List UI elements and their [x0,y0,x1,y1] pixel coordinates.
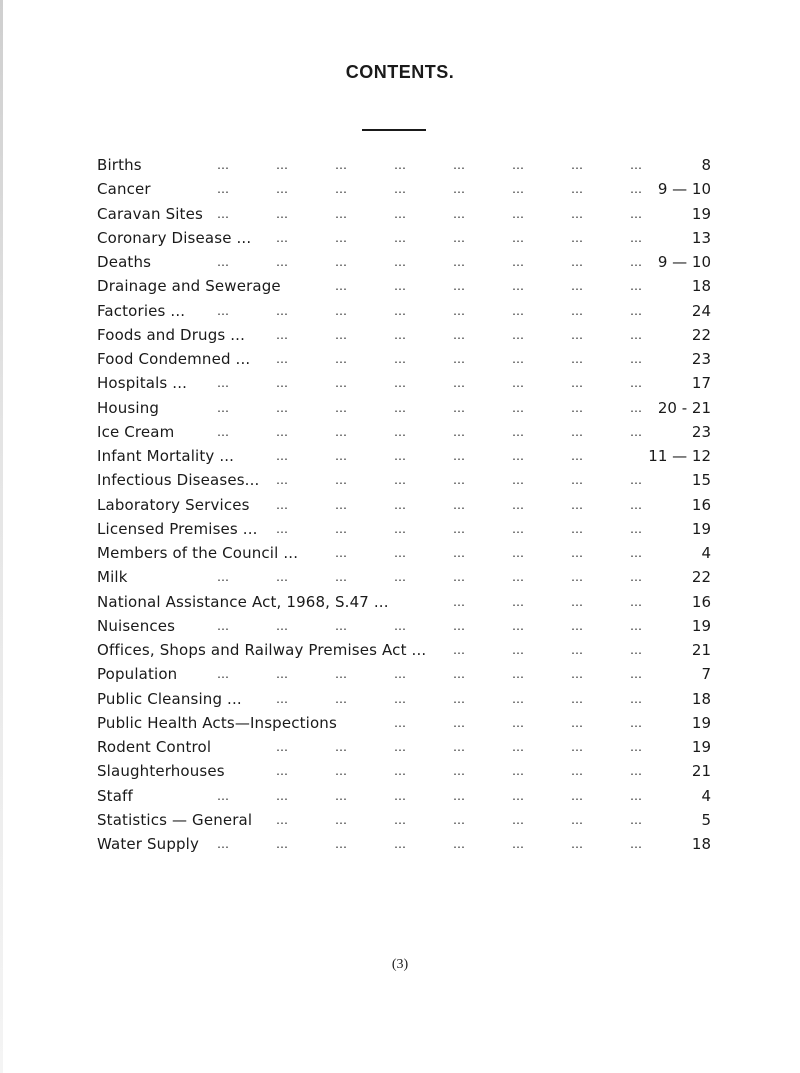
leader-dots: … [512,643,524,657]
entry-label: Coronary Disease ... [97,228,252,247]
entry-label: Deaths [97,253,152,271]
leader-dots: … [394,667,406,682]
entry-page-number: 19 [691,616,711,635]
entry-label: Nuisences [97,616,176,635]
contents-entry [97,470,711,494]
contents-entry [97,761,711,785]
leader-dots: … [453,303,465,318]
leader-dots: … [394,812,406,827]
leader-dots: … [512,158,524,172]
entry-label: Public Health Acts—Inspections [97,713,337,732]
entry-label: Population [97,665,178,684]
leader-dots: … [394,715,406,730]
leader-dots: … [276,667,288,682]
leader-dots: … [276,570,288,585]
entry-label: Laboratory Services [97,495,250,514]
leader-dots: … [335,424,347,439]
contents-entry [97,422,711,446]
leader-dots: … [335,740,347,754]
leader-dots: … [335,230,347,245]
entry-label: National Assistance Act, 1968, S.47 ... [97,592,389,611]
leader-dots: … [453,618,465,633]
leader-dots: … [335,618,347,633]
leader-dots: … [630,546,642,560]
page-number: (3) [391,957,409,972]
leader-dots: … [276,255,288,269]
leader-dots: … [630,206,642,221]
leader-dots: … [453,473,465,488]
leader-dots: … [453,546,465,560]
entry-page-number: 5 [701,810,711,829]
leader-dots: … [453,788,465,803]
contents-entry [97,737,711,761]
leader-dots: … [217,667,229,682]
leader-dots: … [394,279,406,294]
leader-dots: … [335,279,347,294]
leader-dots: … [276,230,288,245]
leader-dots: … [276,812,288,827]
leader-dots: … [453,691,465,706]
leader-dots: … [453,643,465,657]
leader-dots: … [217,182,229,197]
leader-dots: … [217,570,229,585]
entry-label: Rodent Control [97,738,212,756]
leader-dots: … [630,812,642,827]
leader-dots: … [394,740,406,754]
leader-dots: … [630,521,642,536]
entry-page-number: 18 [691,835,711,853]
leader-dots: … [571,570,583,585]
leader-dots: … [512,376,524,391]
page-edge-line [0,0,3,1073]
contents-entry [97,810,711,834]
entry-page-number: 9 — 10 [657,253,711,271]
entry-page-number: 21 [691,762,711,781]
leader-dots: … [571,837,583,851]
entry-page-number: 19 [691,713,711,732]
leader-dots: … [276,376,288,391]
leader-dots: … [335,473,347,488]
leader-dots: … [630,303,642,318]
entry-page-number: 17 [691,374,711,393]
entry-label: Births [97,156,142,174]
leader-dots: … [630,352,642,366]
entry-label: Milk [97,568,128,587]
leader-dots: … [630,497,642,512]
contents-entry [97,834,711,858]
leader-dots: … [512,424,524,439]
contents-entry [97,495,711,519]
leader-dots: … [394,837,406,851]
leader-dots: … [571,230,583,245]
leader-dots: … [571,449,583,463]
leader-dots: … [453,182,465,197]
entry-label: Infant Mortality ... [97,447,235,465]
leader-dots: … [394,327,406,342]
leader-dots: … [630,837,642,851]
leader-dots: … [630,570,642,585]
entry-label: Ice Cream [97,422,175,441]
leader-dots: … [630,740,642,754]
leader-dots: … [394,618,406,633]
entry-page-number: 19 [691,738,711,756]
leader-dots: … [571,255,583,269]
leader-dots: … [276,497,288,512]
leader-dots: … [512,400,524,415]
leader-dots: … [276,303,288,318]
entry-page-number: 22 [691,325,711,344]
leader-dots: … [571,667,583,682]
page-title: CONTENTS. [345,62,455,82]
leader-dots: … [630,182,642,197]
contents-list [97,155,711,858]
entry-page-number: 16 [691,495,711,514]
leader-dots: … [394,400,406,415]
leader-dots: … [335,764,347,779]
leader-dots: … [571,473,583,488]
leader-dots: … [394,449,406,463]
leader-dots: … [512,449,524,463]
leader-dots: … [512,303,524,318]
leader-dots: … [217,158,229,172]
leader-dots: … [394,424,406,439]
contents-entry [97,398,711,422]
entry-page-number: 18 [691,277,711,296]
entry-page-number: 23 [691,422,711,441]
leader-dots: … [394,521,406,536]
leader-dots: … [276,764,288,779]
contents-entry [97,252,711,276]
leader-dots: … [571,424,583,439]
leader-dots: … [394,158,406,172]
leader-dots: … [394,230,406,245]
leader-dots: … [630,667,642,682]
leader-dots: … [453,158,465,172]
leader-dots: … [335,667,347,682]
leader-dots: … [453,667,465,682]
entry-label: Offices, Shops and Railway Premises Act ... [97,641,427,659]
leader-dots: … [276,424,288,439]
leader-dots: … [394,182,406,197]
leader-dots: … [217,788,229,803]
entry-label: Members of the Council ... [97,544,299,562]
leader-dots: … [335,158,347,172]
leader-dots: … [571,715,583,730]
leader-dots: … [394,764,406,779]
leader-dots: … [335,546,347,560]
entry-label: Hospitals ... [97,374,188,393]
entry-label: Slaughterhouses [97,762,225,781]
leader-dots: … [512,715,524,730]
leader-dots: … [512,691,524,706]
leader-dots: … [630,715,642,730]
leader-dots: … [276,837,288,851]
entry-page-number: 22 [691,568,711,587]
leader-dots: … [394,570,406,585]
leader-dots: … [453,449,465,463]
leader-dots: … [335,182,347,197]
contents-entry [97,301,711,325]
leader-dots: … [512,594,524,609]
leader-dots: … [335,788,347,803]
leader-dots: … [630,255,642,269]
leader-dots: … [276,158,288,172]
leader-dots: … [335,376,347,391]
leader-dots: … [512,206,524,221]
leader-dots: … [335,449,347,463]
leader-dots: … [453,715,465,730]
leader-dots: … [571,764,583,779]
leader-dots: … [571,303,583,318]
leader-dots: … [571,643,583,657]
leader-dots: … [335,327,347,342]
contents-entry [97,713,711,737]
leader-dots: … [394,206,406,221]
leader-dots: … [217,618,229,633]
leader-dots: … [394,691,406,706]
contents-entry [97,519,711,543]
contents-entry [97,689,711,713]
leader-dots: … [335,521,347,536]
leader-dots: … [217,837,229,851]
leader-dots: … [453,255,465,269]
contents-entry [97,543,711,567]
leader-dots: … [276,473,288,488]
leader-dots: … [394,303,406,318]
leader-dots: … [571,618,583,633]
leader-dots: … [512,764,524,779]
entry-page-number: 7 [701,665,711,684]
title-underline [362,129,426,131]
contents-entry [97,664,711,688]
leader-dots: … [512,255,524,269]
leader-dots: … [394,546,406,560]
leader-dots: … [512,182,524,197]
leader-dots: … [217,424,229,439]
leader-dots: … [217,255,229,269]
leader-dots: … [571,546,583,560]
leader-dots: … [276,521,288,536]
leader-dots: … [276,691,288,706]
leader-dots: … [512,473,524,488]
leader-dots: … [217,400,229,415]
entry-page-number: 9 — 10 [657,180,711,199]
leader-dots: … [453,521,465,536]
leader-dots: … [630,643,642,657]
leader-dots: … [630,618,642,633]
leader-dots: … [335,812,347,827]
leader-dots: … [276,400,288,415]
leader-dots: … [453,327,465,342]
contents-entry [97,592,711,616]
leader-dots: … [453,424,465,439]
entry-label: Drainage and Sewerage [97,277,281,296]
entry-page-number: 23 [691,350,711,368]
contents-entry [97,204,711,228]
leader-dots: … [453,837,465,851]
leader-dots: … [512,618,524,633]
entry-page-number: 19 [691,204,711,223]
leader-dots: … [571,691,583,706]
entry-label: Licensed Premises ... [97,519,258,538]
leader-dots: … [335,255,347,269]
leader-dots: … [276,206,288,221]
entry-page-number: 15 [691,471,711,490]
leader-dots: … [335,570,347,585]
leader-dots: … [394,497,406,512]
leader-dots: … [453,352,465,366]
leader-dots: … [217,303,229,318]
leader-dots: … [571,497,583,512]
leader-dots: … [512,521,524,536]
entry-label: Factories ... [97,301,186,320]
entry-label: Caravan Sites [97,204,203,223]
entry-page-number: 24 [691,301,711,320]
leader-dots: … [276,449,288,463]
leader-dots: … [630,376,642,391]
entry-page-number: 21 [691,641,711,659]
leader-dots: … [335,303,347,318]
entry-page-number: 4 [701,786,711,805]
leader-dots: … [630,788,642,803]
leader-dots: … [571,352,583,366]
leader-dots: … [394,255,406,269]
leader-dots: … [630,594,642,609]
leader-dots: … [453,376,465,391]
leader-dots: … [335,352,347,366]
leader-dots: … [512,788,524,803]
leader-dots: … [394,473,406,488]
leader-dots: … [394,352,406,366]
leader-dots: … [512,812,524,827]
leader-dots: … [571,206,583,221]
contents-entry [97,640,711,664]
leader-dots: … [571,158,583,172]
leader-dots: … [512,497,524,512]
leader-dots: … [571,400,583,415]
leader-dots: … [453,279,465,294]
entry-page-number: 4 [701,544,711,562]
leader-dots: … [512,230,524,245]
leader-dots: … [335,837,347,851]
leader-dots: … [512,667,524,682]
entry-label: Water Supply [97,835,200,853]
leader-dots: … [571,279,583,294]
leader-dots: … [630,279,642,294]
entry-page-number: 19 [691,519,711,538]
leader-dots: … [276,740,288,754]
entry-label: Housing [97,398,160,417]
leader-dots: … [335,400,347,415]
leader-dots: … [453,206,465,221]
leader-dots: … [512,837,524,851]
leader-dots: … [276,327,288,342]
leader-dots: … [453,497,465,512]
leader-dots: … [571,182,583,197]
leader-dots: … [630,473,642,488]
leader-dots: … [453,230,465,245]
leader-dots: … [571,521,583,536]
leader-dots: … [571,788,583,803]
leader-dots: … [217,206,229,221]
entry-page-number: 18 [691,689,711,708]
leader-dots: … [571,327,583,342]
leader-dots: … [512,352,524,366]
entry-label: Public Cleansing ... [97,689,242,708]
leader-dots: … [453,570,465,585]
entry-page-number: 20 - 21 [657,398,711,417]
leader-dots: … [512,546,524,560]
contents-entry [97,179,711,203]
leader-dots: … [453,764,465,779]
leader-dots: … [630,400,642,415]
entry-label: Staff [97,786,133,805]
leader-dots: … [394,376,406,391]
leader-dots: … [571,594,583,609]
contents-entry [97,373,711,397]
contents-entry [97,786,711,810]
leader-dots: … [571,740,583,754]
leader-dots: … [453,812,465,827]
entry-page-number: 16 [691,592,711,611]
leader-dots: … [394,788,406,803]
contents-entry [97,325,711,349]
leader-dots: … [571,376,583,391]
leader-dots: … [453,594,465,609]
leader-dots: … [630,691,642,706]
leader-dots: … [512,740,524,754]
contents-entry [97,155,711,179]
leader-dots: … [571,812,583,827]
entry-label: Statistics — General [97,810,253,829]
entry-page-number: 11 — 12 [648,447,711,465]
entry-label: Infectious Diseases... [97,471,260,490]
leader-dots: … [276,182,288,197]
contents-entry [97,228,711,252]
entry-label: Cancer [97,180,151,199]
entry-label: Foods and Drugs ... [97,325,246,344]
leader-dots: … [512,570,524,585]
leader-dots: … [335,691,347,706]
leader-dots: … [630,158,642,172]
leader-dots: … [276,352,288,366]
leader-dots: … [217,376,229,391]
contents-entry [97,276,711,300]
leader-dots: … [453,740,465,754]
entry-page-number: 8 [701,156,711,174]
leader-dots: … [276,618,288,633]
leader-dots: … [276,788,288,803]
contents-entry [97,446,711,470]
entry-page-number: 13 [691,228,711,247]
contents-entry [97,567,711,591]
leader-dots: … [335,206,347,221]
leader-dots: … [630,424,642,439]
leader-dots: … [630,230,642,245]
leader-dots: … [630,764,642,779]
contents-entry [97,616,711,640]
leader-dots: … [512,279,524,294]
contents-entry [97,349,711,373]
entry-label: Food Condemned ... [97,350,251,368]
leader-dots: … [630,327,642,342]
leader-dots: … [335,497,347,512]
leader-dots: … [512,327,524,342]
leader-dots: … [453,400,465,415]
